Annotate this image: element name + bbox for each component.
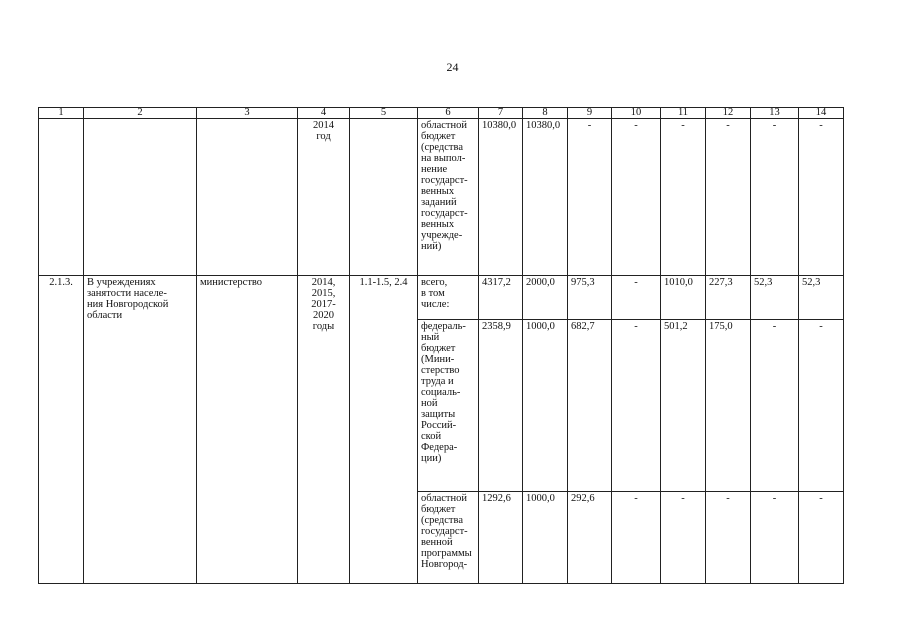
cell-value: - bbox=[661, 492, 706, 584]
budget-table bbox=[38, 107, 844, 584]
cell-indicators bbox=[350, 119, 418, 276]
cell-value: 1000,0 bbox=[523, 492, 568, 584]
col-header: 5 bbox=[350, 108, 418, 119]
col-header: 2 bbox=[84, 108, 197, 119]
table-row bbox=[39, 276, 844, 320]
col-header: 13 bbox=[751, 108, 799, 119]
cell-value: 227,3 bbox=[706, 276, 751, 320]
col-header: 3 bbox=[197, 108, 298, 119]
cell-value: - bbox=[568, 119, 612, 276]
page-number: 24 bbox=[446, 60, 459, 74]
cell-value: - bbox=[612, 119, 661, 276]
col-header: 1 bbox=[39, 108, 84, 119]
col-header: 9 bbox=[568, 108, 612, 119]
cell-value: 975,3 bbox=[568, 276, 612, 320]
cell-value: 175,0 bbox=[706, 320, 751, 492]
cell-value: 52,3 bbox=[799, 276, 844, 320]
cell-value: 10380,0 bbox=[479, 119, 523, 276]
cell-executor: министерство bbox=[197, 276, 298, 584]
cell-value: - bbox=[612, 276, 661, 320]
cell-value: 1010,0 bbox=[661, 276, 706, 320]
cell-number: 2.1.3. bbox=[39, 276, 84, 584]
cell-value: - bbox=[661, 119, 706, 276]
cell-source: областной бюджет (средства на выпол- нение государст- венных заданий государст- венных учрежде- ний) bbox=[418, 119, 479, 276]
cell-name: В учреждениях занятости населе- ния Новгородской области bbox=[84, 276, 197, 584]
cell-value: 1000,0 bbox=[523, 320, 568, 492]
cell-value: - bbox=[706, 119, 751, 276]
col-header: 14 bbox=[799, 108, 844, 119]
cell-value: 52,3 bbox=[751, 276, 799, 320]
cell-number bbox=[39, 119, 84, 276]
cell-value: - bbox=[612, 492, 661, 584]
cell-value: 292,6 bbox=[568, 492, 612, 584]
cell-value: - bbox=[751, 320, 799, 492]
cell-value: - bbox=[799, 320, 844, 492]
cell-value: 501,2 bbox=[661, 320, 706, 492]
cell-value: 682,7 bbox=[568, 320, 612, 492]
cell-value: - bbox=[799, 119, 844, 276]
col-header: 11 bbox=[661, 108, 706, 119]
col-header: 7 bbox=[479, 108, 523, 119]
cell-value: 2000,0 bbox=[523, 276, 568, 320]
col-header: 10 bbox=[612, 108, 661, 119]
table-row bbox=[39, 119, 844, 276]
header-row bbox=[39, 108, 844, 119]
cell-period: 2014 год bbox=[298, 119, 350, 276]
cell-source: всего, в том числе: bbox=[418, 276, 479, 320]
cell-value: 10380,0 bbox=[523, 119, 568, 276]
cell-period: 2014, 2015, 2017- 2020 годы bbox=[298, 276, 350, 584]
col-header: 8 bbox=[523, 108, 568, 119]
cell-indicators: 1.1-1.5, 2.4 bbox=[350, 276, 418, 584]
cell-value: 1292,6 bbox=[479, 492, 523, 584]
cell-value: - bbox=[612, 320, 661, 492]
cell-name bbox=[84, 119, 197, 276]
col-header: 12 bbox=[706, 108, 751, 119]
cell-value: 4317,2 bbox=[479, 276, 523, 320]
cell-value: - bbox=[799, 492, 844, 584]
cell-value: 2358,9 bbox=[479, 320, 523, 492]
cell-value: - bbox=[706, 492, 751, 584]
cell-source: федераль- ный бюджет (Мини- стерство труда и социаль- ной защиты Россий- ской Федера- ции) bbox=[418, 320, 479, 492]
col-header: 4 bbox=[298, 108, 350, 119]
col-header: 6 bbox=[418, 108, 479, 119]
cell-source: областной бюджет (средства государст- венной программы Новгород- bbox=[418, 492, 479, 584]
cell-value: - bbox=[751, 492, 799, 584]
cell-executor bbox=[197, 119, 298, 276]
cell-value: - bbox=[751, 119, 799, 276]
